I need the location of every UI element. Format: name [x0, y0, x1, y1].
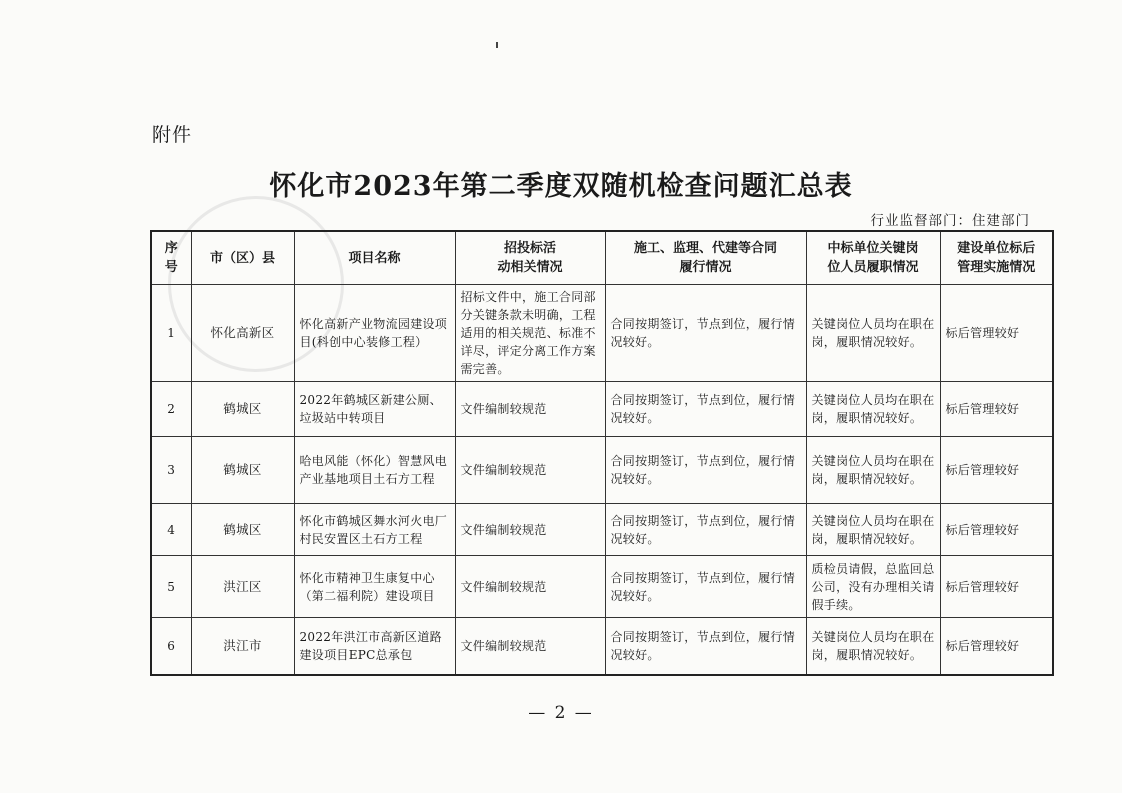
inspection-summary-table — [150, 230, 1054, 676]
cell-contract: 合同按期签订，节点到位，履行情况较好。 — [605, 437, 806, 504]
cell-bidding: 招标文件中，施工合同部分关键条款未明确，工程适用的相关规范、标准不详尽，评定分离工作方案需完善。 — [455, 285, 605, 382]
page-number: — 2 — — [528, 703, 594, 723]
cell-no: 6 — [151, 618, 191, 675]
cell-bidding: 文件编制较规范 — [455, 618, 605, 675]
table-row — [151, 556, 1053, 618]
cell-post-mgmt: 标后管理较好 — [940, 437, 1053, 504]
cell-project: 怀化市精神卫生康复中心（第二福利院）建设项目 — [294, 556, 455, 618]
header-post-mgmt: 建设单位标后 管理实施情况 — [940, 231, 1053, 285]
cell-personnel: 关键岗位人员均在职在岗，履职情况较好。 — [806, 504, 940, 556]
header-personnel: 中标单位关键岗 位人员履职情况 — [806, 231, 940, 285]
header-project: 项目名称 — [294, 231, 455, 285]
header-no: 序 号 — [151, 231, 191, 285]
cell-county: 洪江区 — [191, 556, 294, 618]
table-header-row — [151, 231, 1053, 285]
header-bidding: 招投标活 动相关情况 — [455, 231, 605, 285]
cell-personnel: 关键岗位人员均在职在岗，履职情况较好。 — [806, 285, 940, 382]
cell-personnel: 关键岗位人员均在职在岗，履职情况较好。 — [806, 382, 940, 437]
cell-project: 2022年洪江市高新区道路建设项目EPC总承包 — [294, 618, 455, 675]
cell-no: 4 — [151, 504, 191, 556]
cell-no: 5 — [151, 556, 191, 618]
table-row — [151, 618, 1053, 675]
cell-no: 1 — [151, 285, 191, 382]
cell-project: 怀化高新产业物流园建设项目(科创中心装修工程） — [294, 285, 455, 382]
cell-project: 怀化市鹤城区舞水河火电厂村民安置区土石方工程 — [294, 504, 455, 556]
cell-post-mgmt: 标后管理较好 — [940, 618, 1053, 675]
cell-contract: 合同按期签订，节点到位，履行情况较好。 — [605, 556, 806, 618]
cell-contract: 合同按期签订，节点到位，履行情况较好。 — [605, 382, 806, 437]
cell-project: 2022年鹤城区新建公厕、垃圾站中转项目 — [294, 382, 455, 437]
cell-county: 鹤城区 — [191, 382, 294, 437]
cell-county: 洪江市 — [191, 618, 294, 675]
cell-contract: 合同按期签订，节点到位，履行情况较好。 — [605, 504, 806, 556]
header-contract: 施工、监理、代建等合同 履行情况 — [605, 231, 806, 285]
cell-personnel: 关键岗位人员均在职在岗，履职情况较好。 — [806, 437, 940, 504]
cell-bidding: 文件编制较规范 — [455, 437, 605, 504]
page-title: 怀化市2023年第二季度双随机检查问题汇总表 — [269, 171, 853, 202]
cell-contract: 合同按期签订，节点到位，履行情况较好。 — [605, 285, 806, 382]
cell-county: 鹤城区 — [191, 504, 294, 556]
cell-bidding: 文件编制较规范 — [455, 504, 605, 556]
cell-no: 3 — [151, 437, 191, 504]
cell-bidding: 文件编制较规范 — [455, 382, 605, 437]
cell-no: 2 — [151, 382, 191, 437]
table-row — [151, 504, 1053, 556]
attachment-label: 附件 — [152, 124, 193, 146]
cell-county: 鹤城区 — [191, 437, 294, 504]
scan-speck — [496, 42, 498, 48]
cell-post-mgmt: 标后管理较好 — [940, 285, 1053, 382]
supervising-department: 行业监督部门：住建部门 — [870, 213, 1030, 229]
cell-post-mgmt: 标后管理较好 — [940, 504, 1053, 556]
cell-post-mgmt: 标后管理较好 — [940, 556, 1053, 618]
table-row — [151, 285, 1053, 382]
cell-project: 哈电风能（怀化）智慧风电产业基地项目土石方工程 — [294, 437, 455, 504]
table-row — [151, 437, 1053, 504]
cell-personnel: 质检员请假，总监回总公司，没有办理相关请假手续。 — [806, 556, 940, 618]
cell-personnel: 关键岗位人员均在职在岗，履职情况较好。 — [806, 618, 940, 675]
header-county: 市（区）县 — [191, 231, 294, 285]
cell-post-mgmt: 标后管理较好 — [940, 382, 1053, 437]
table-row — [151, 382, 1053, 437]
cell-contract: 合同按期签订，节点到位，履行情况较好。 — [605, 618, 806, 675]
cell-bidding: 文件编制较规范 — [455, 556, 605, 618]
cell-county: 怀化高新区 — [191, 285, 294, 382]
